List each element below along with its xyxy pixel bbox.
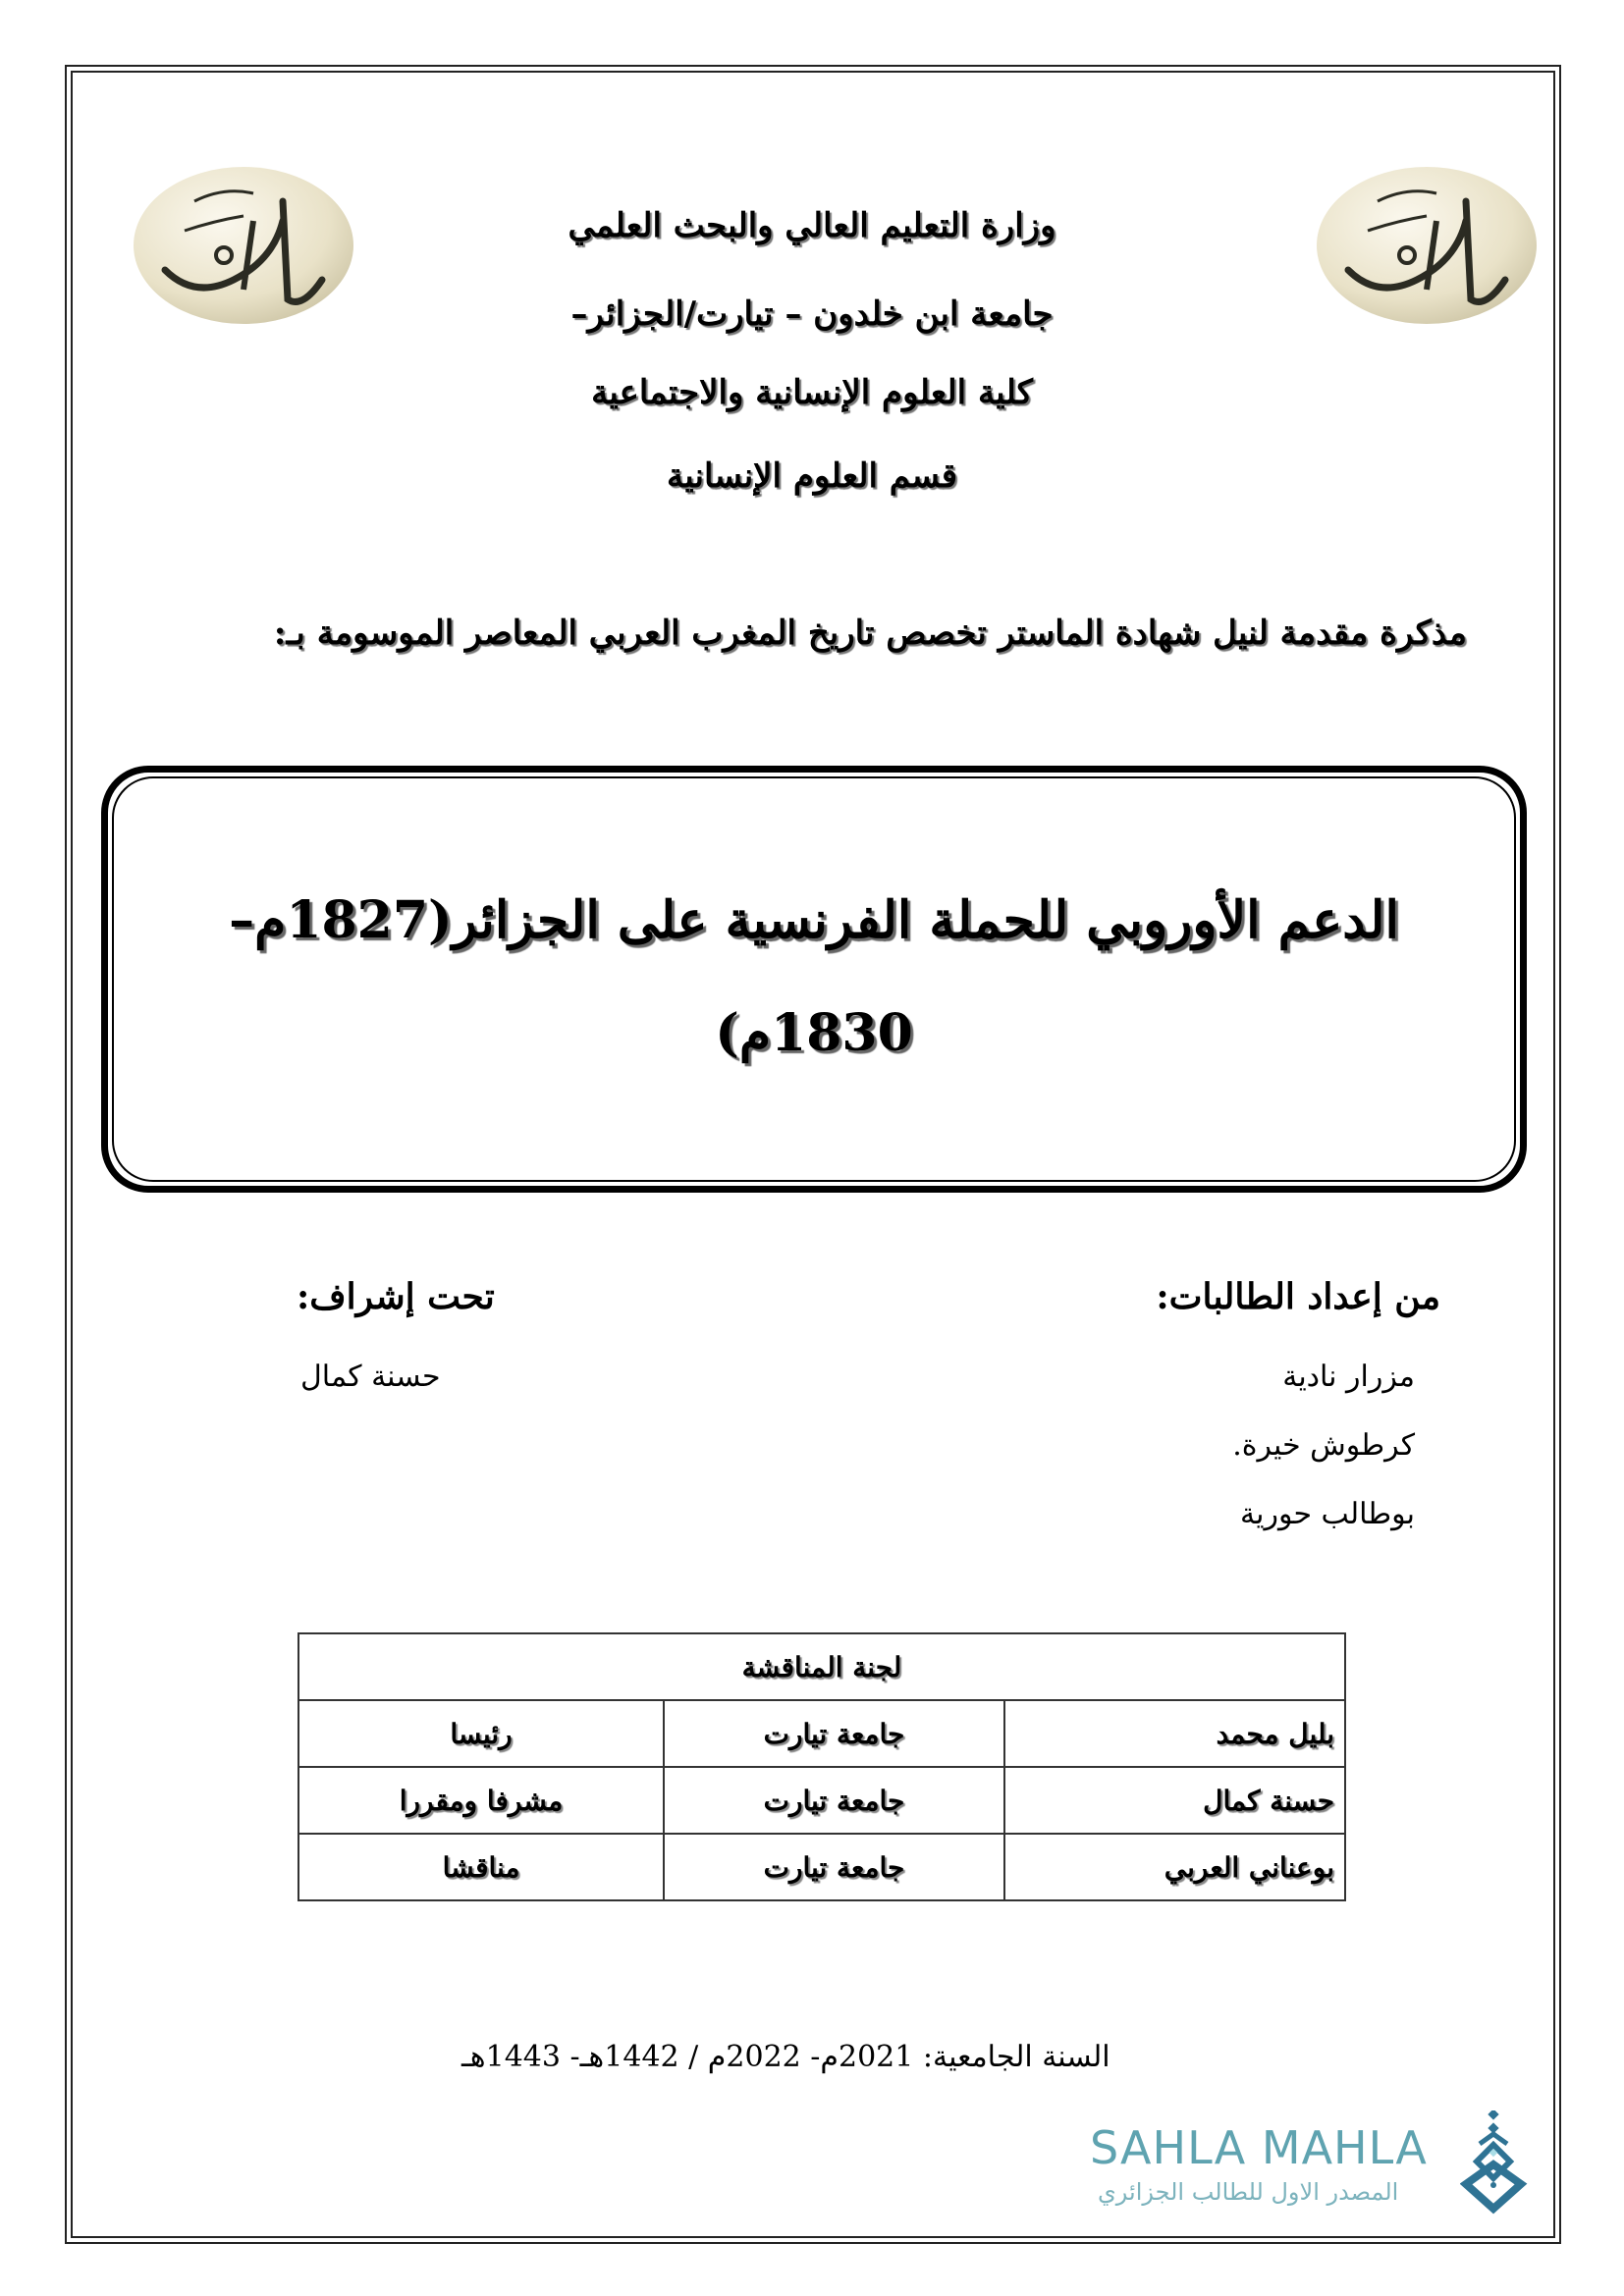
committee-header-row [298, 1633, 1345, 1700]
university-name: جامعة ابن خلدون – تيارت/الجزائر– [570, 294, 1054, 334]
supervisor-label: تحت إشراف: [297, 1276, 495, 1317]
watermark-brand: SAHLA MAHLA [1090, 2121, 1428, 2174]
member-name: بوعناني العربي [1004, 1834, 1345, 1900]
sahla-mahla-logo-icon [1460, 2110, 1529, 2218]
table-row [298, 1700, 1345, 1767]
academic-year: السنة الجامعية: 2021م- 2022م / 1442هـ- 1443هـ [461, 2040, 1110, 2074]
thesis-title-line-1: الدعم الأوروبي للحملة الفرنسية على الجزائر(1827م– [229, 890, 1399, 950]
member-name: بليل محمد [1004, 1700, 1345, 1767]
committee-title: لجنة المناقشة [298, 1633, 1345, 1700]
member-role: مشرفا ومقررا [298, 1767, 664, 1834]
faculty-name: كلية العلوم الإنسانية والاجتماعية [591, 373, 1033, 412]
university-logo-right [1309, 162, 1544, 329]
committee-table [298, 1632, 1346, 1901]
university-seal-icon [126, 162, 361, 329]
title-box-inner-border [112, 776, 1516, 1182]
thesis-subtitle: مذكرة مقدمة لنيل شهادة الماستر تخصص تاريخ المغرب العربي المعاصر الموسومة بـ: [273, 614, 1467, 653]
ministry-name: وزارة التعليم العالي والبحث العلمي [568, 206, 1056, 245]
university-seal-icon [1309, 162, 1544, 329]
thesis-title-line-2: 1830م) [715, 1003, 913, 1063]
supervisor-name: حسنة كمال [300, 1360, 441, 1394]
university-logo-left [126, 162, 361, 329]
student-name: بوطالب حورية [1240, 1497, 1415, 1531]
students-label: من إعداد الطالبات: [1156, 1276, 1440, 1317]
watermark-tagline: المصدر الاول للطالب الجزائري [1098, 2178, 1399, 2206]
member-name: حسنة كمال [1004, 1767, 1345, 1834]
member-university: جامعة تيارت [664, 1834, 1004, 1900]
department-name: قسم العلوم الإنسانية [667, 456, 957, 496]
sahla-mahla-watermark [1090, 2115, 1463, 2223]
table-row [298, 1834, 1345, 1900]
student-name: كرطوش خيرة. [1232, 1428, 1415, 1463]
member-university: جامعة تيارت [664, 1767, 1004, 1834]
member-role: رئيسا [298, 1700, 664, 1767]
thesis-title-box [101, 766, 1527, 1193]
member-university: جامعة تيارت [664, 1700, 1004, 1767]
table-row [298, 1767, 1345, 1834]
student-name: مزرار نادية [1282, 1360, 1415, 1394]
member-role: مناقشا [298, 1834, 664, 1900]
